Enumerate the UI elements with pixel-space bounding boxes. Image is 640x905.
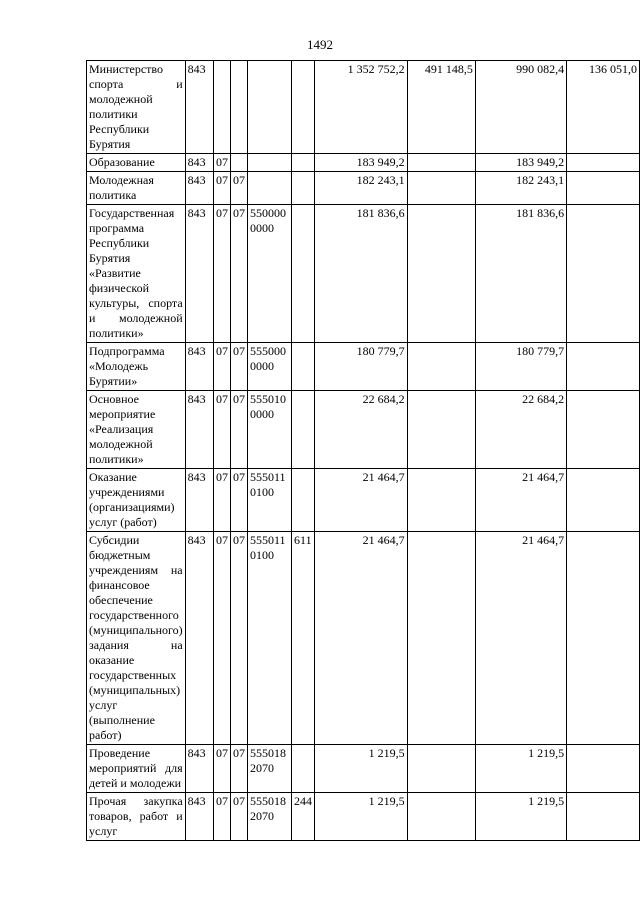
cell-federal bbox=[407, 745, 475, 793]
cell-section: 07 bbox=[213, 154, 230, 172]
cell-subsection: 07 bbox=[230, 343, 247, 391]
cell-subsection: 07 bbox=[230, 532, 247, 745]
cell-other bbox=[567, 343, 640, 391]
cell-section: 07 bbox=[213, 745, 230, 793]
cell-name: Образование bbox=[87, 154, 186, 172]
cell-expense-type bbox=[292, 154, 315, 172]
cell-total: 182 243,1 bbox=[315, 172, 408, 205]
cell-republic: 990 082,4 bbox=[475, 61, 566, 154]
cell-target-article bbox=[247, 61, 291, 154]
cell-federal: 491 148,5 bbox=[407, 61, 475, 154]
cell-subsection: 07 bbox=[230, 469, 247, 532]
cell-other bbox=[567, 469, 640, 532]
cell-subsection: 07 bbox=[230, 745, 247, 793]
cell-target-article: 555018 2070 bbox=[247, 793, 291, 841]
table-row bbox=[87, 61, 640, 154]
cell-other: 136 051,0 bbox=[567, 61, 640, 154]
cell-federal bbox=[407, 205, 475, 343]
cell-federal bbox=[407, 343, 475, 391]
cell-republic: 21 464,7 bbox=[475, 532, 566, 745]
cell-subsection: 07 bbox=[230, 205, 247, 343]
cell-other bbox=[567, 391, 640, 469]
cell-federal bbox=[407, 469, 475, 532]
cell-ministry: 843 bbox=[185, 469, 213, 532]
cell-subsection bbox=[230, 154, 247, 172]
table-row bbox=[87, 205, 640, 343]
table-body bbox=[87, 61, 640, 841]
table-row bbox=[87, 469, 640, 532]
cell-name: Прочая закупка товаров, работ и услуг bbox=[87, 793, 186, 841]
cell-republic: 183 949,2 bbox=[475, 154, 566, 172]
cell-subsection: 07 bbox=[230, 793, 247, 841]
cell-republic: 22 684,2 bbox=[475, 391, 566, 469]
table-row bbox=[87, 391, 640, 469]
page-number: 1492 bbox=[307, 37, 333, 52]
cell-total: 21 464,7 bbox=[315, 532, 408, 745]
table-row bbox=[87, 793, 640, 841]
cell-total: 21 464,7 bbox=[315, 469, 408, 532]
cell-target-article: 555010 0000 bbox=[247, 391, 291, 469]
cell-ministry: 843 bbox=[185, 205, 213, 343]
cell-expense-type bbox=[292, 391, 315, 469]
cell-ministry: 843 bbox=[185, 61, 213, 154]
cell-expense-type bbox=[292, 469, 315, 532]
cell-republic: 181 836,6 bbox=[475, 205, 566, 343]
cell-republic: 1 219,5 bbox=[475, 793, 566, 841]
table-row bbox=[87, 532, 640, 745]
cell-expense-type bbox=[292, 343, 315, 391]
cell-section: 07 bbox=[213, 391, 230, 469]
cell-other bbox=[567, 154, 640, 172]
cell-target-article bbox=[247, 154, 291, 172]
cell-federal bbox=[407, 154, 475, 172]
budget-table bbox=[86, 60, 640, 841]
cell-ministry: 843 bbox=[185, 172, 213, 205]
cell-total: 183 949,2 bbox=[315, 154, 408, 172]
cell-subsection bbox=[230, 61, 247, 154]
cell-section: 07 bbox=[213, 343, 230, 391]
cell-name: Молодежная политика bbox=[87, 172, 186, 205]
cell-section: 07 bbox=[213, 793, 230, 841]
cell-republic: 1 219,5 bbox=[475, 745, 566, 793]
cell-total: 180 779,7 bbox=[315, 343, 408, 391]
cell-total: 22 684,2 bbox=[315, 391, 408, 469]
cell-other bbox=[567, 793, 640, 841]
cell-other bbox=[567, 745, 640, 793]
cell-ministry: 843 bbox=[185, 532, 213, 745]
table-row bbox=[87, 343, 640, 391]
cell-federal bbox=[407, 532, 475, 745]
cell-section: 07 bbox=[213, 172, 230, 205]
cell-subsection: 07 bbox=[230, 391, 247, 469]
table-row bbox=[87, 745, 640, 793]
cell-expense-type bbox=[292, 205, 315, 343]
cell-other bbox=[567, 205, 640, 343]
cell-total: 1 219,5 bbox=[315, 793, 408, 841]
cell-republic: 182 243,1 bbox=[475, 172, 566, 205]
cell-name: Субсидии бюджетным учреждениям на финансовое обеспечение государственного (муниципального) задания на оказание государственных (муниципальных) услуг (выполнение работ) bbox=[87, 532, 186, 745]
cell-ministry: 843 bbox=[185, 154, 213, 172]
cell-federal bbox=[407, 172, 475, 205]
cell-section bbox=[213, 61, 230, 154]
cell-ministry: 843 bbox=[185, 793, 213, 841]
table-row bbox=[87, 154, 640, 172]
cell-expense-type bbox=[292, 172, 315, 205]
cell-expense-type bbox=[292, 61, 315, 154]
cell-name: Подпрограмма «Молодежь Бурятии» bbox=[87, 343, 186, 391]
cell-total: 1 352 752,2 bbox=[315, 61, 408, 154]
cell-target-article: 555011 0100 bbox=[247, 532, 291, 745]
cell-name: Министерство спорта и молодежной политики Республики Бурятия bbox=[87, 61, 186, 154]
cell-other bbox=[567, 532, 640, 745]
cell-target-article: 555011 0100 bbox=[247, 469, 291, 532]
cell-target-article: 555018 2070 bbox=[247, 745, 291, 793]
cell-subsection: 07 bbox=[230, 172, 247, 205]
cell-federal bbox=[407, 793, 475, 841]
cell-federal bbox=[407, 391, 475, 469]
cell-expense-type: 611 bbox=[292, 532, 315, 745]
cell-republic: 180 779,7 bbox=[475, 343, 566, 391]
cell-expense-type bbox=[292, 745, 315, 793]
cell-section: 07 bbox=[213, 205, 230, 343]
cell-total: 181 836,6 bbox=[315, 205, 408, 343]
cell-name: Государственная программа Республики Бурятия «Развитие физической культуры, спорта и молодежной политики» bbox=[87, 205, 186, 343]
cell-ministry: 843 bbox=[185, 391, 213, 469]
cell-total: 1 219,5 bbox=[315, 745, 408, 793]
cell-section: 07 bbox=[213, 469, 230, 532]
cell-target-article: 550000 0000 bbox=[247, 205, 291, 343]
cell-name: Оказание учреждениями (организациями) услуг (работ) bbox=[87, 469, 186, 532]
cell-target-article: 555000 0000 bbox=[247, 343, 291, 391]
cell-name: Основное мероприятие «Реализация молодежной политики» bbox=[87, 391, 186, 469]
cell-name: Проведение мероприятий для детей и молодежи bbox=[87, 745, 186, 793]
cell-ministry: 843 bbox=[185, 343, 213, 391]
cell-expense-type: 244 bbox=[292, 793, 315, 841]
cell-other bbox=[567, 172, 640, 205]
cell-republic: 21 464,7 bbox=[475, 469, 566, 532]
cell-ministry: 843 bbox=[185, 745, 213, 793]
cell-target-article bbox=[247, 172, 291, 205]
table-row bbox=[87, 172, 640, 205]
cell-section: 07 bbox=[213, 532, 230, 745]
